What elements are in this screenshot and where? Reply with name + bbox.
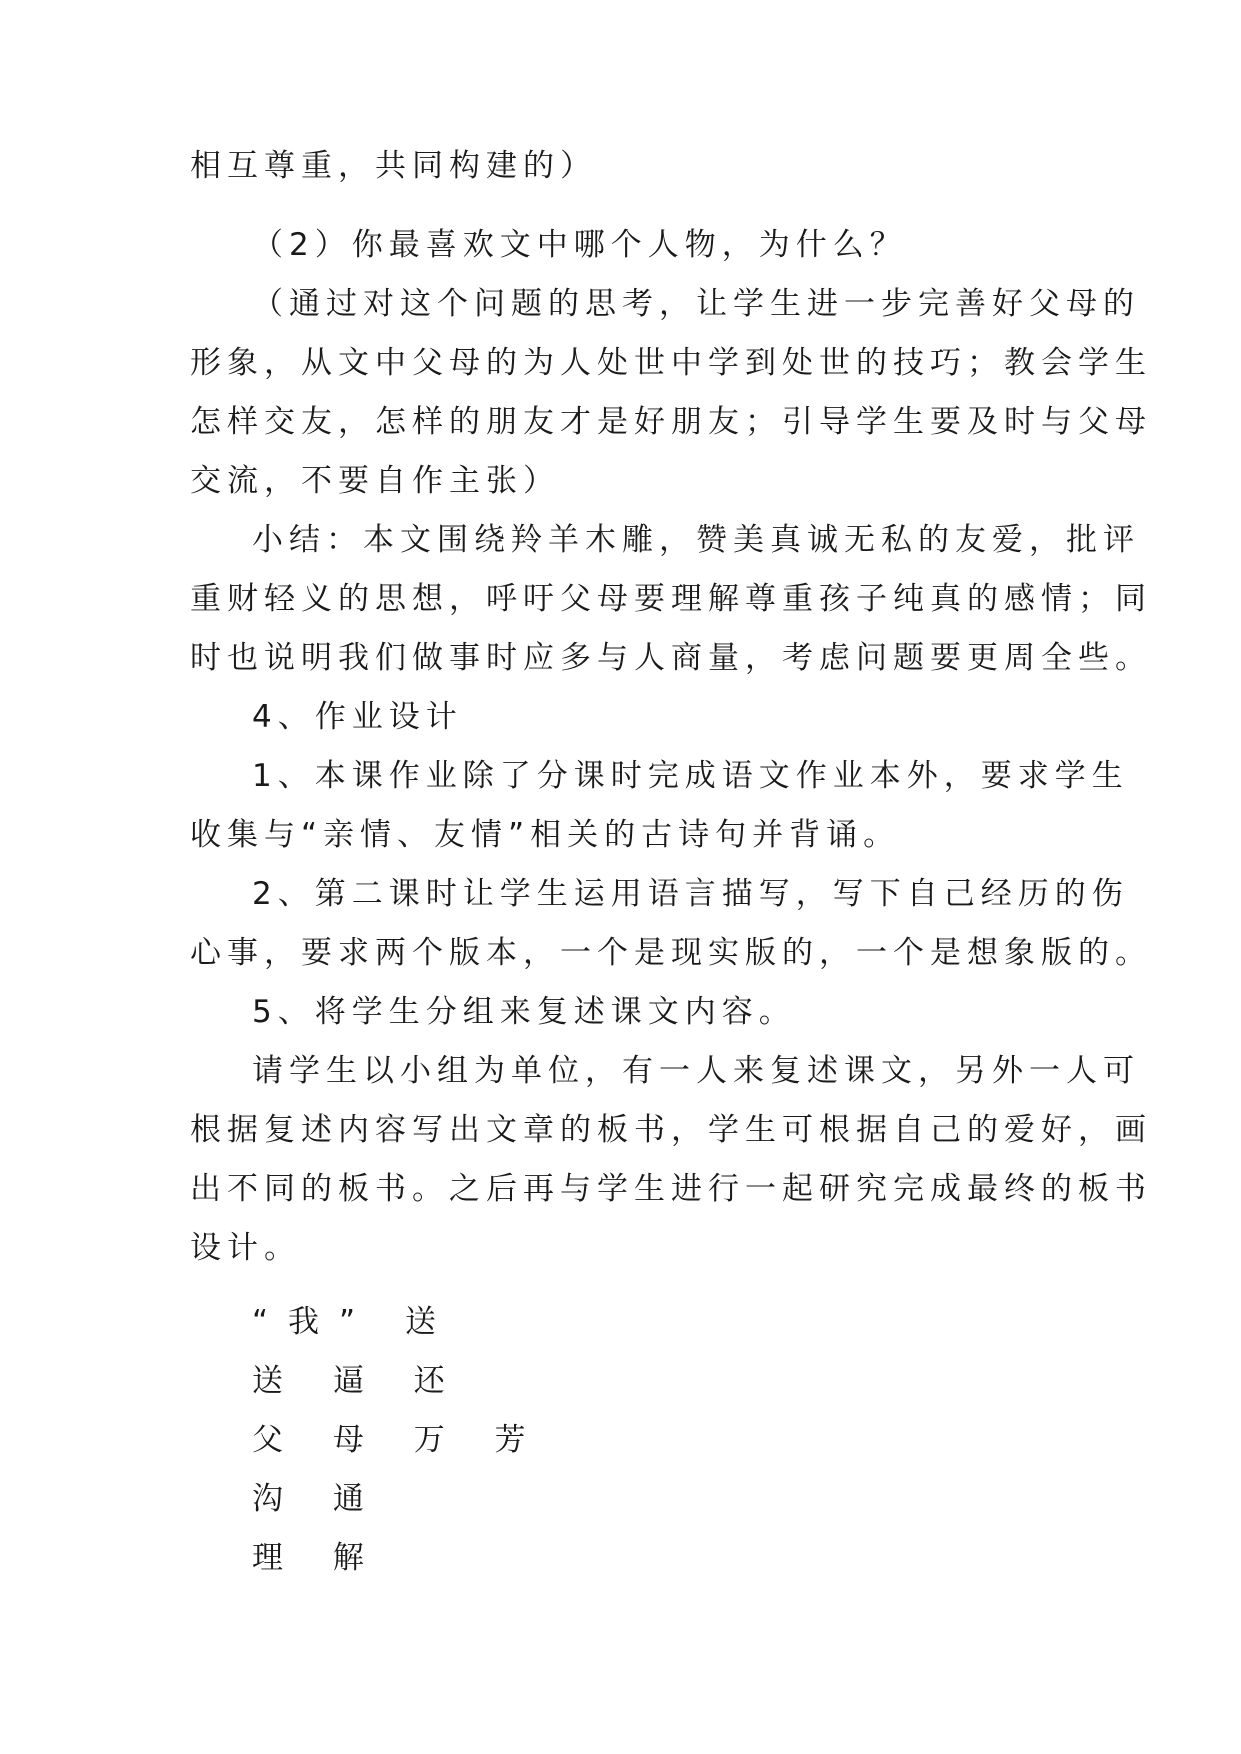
text-line-3: （通过对这个问题的思考，让学生进一步完善好父母的 xyxy=(252,286,1140,322)
text-line-5: 怎样交友，怎样的朋友才是好朋友；引导学生要及时与父母 xyxy=(190,404,1152,440)
board-line-2: 送 逼 还 xyxy=(252,1363,465,1399)
homework-item-2-line-2: 心事，要求两个版本，一个是现实版的，一个是想象版的。 xyxy=(190,935,1152,971)
question-2: （2）你最喜欢文中哪个人物，为什么？ xyxy=(252,227,907,263)
homework-item-1-line-1: 1、本课作业除了分课时完成语文作业本外，要求学生 xyxy=(252,758,1129,794)
section-heading-retell: 5、将学生分组来复述课文内容。 xyxy=(252,994,796,1030)
text-line-4: 形象，从文中父母的为人处世中学到处世的技巧；教会学生 xyxy=(190,345,1152,381)
board-line-3: 父 母 万 芳 xyxy=(252,1422,546,1458)
retell-line-4: 设计。 xyxy=(190,1230,301,1266)
homework-item-2-line-1: 2、第二课时让学生运用语言描写，写下自己经历的伤 xyxy=(252,876,1129,912)
section-heading-homework: 4、作业设计 xyxy=(252,699,463,735)
board-line-1: “我” 送 xyxy=(252,1304,456,1340)
board-line-5: 理 解 xyxy=(252,1540,384,1576)
board-line-4: 沟 通 xyxy=(252,1481,384,1517)
retell-line-2: 根据复述内容写出文章的板书，学生可根据自己的爱好，画 xyxy=(190,1112,1152,1148)
summary-line-1: 小结：本文围绕羚羊木雕，赞美真诚无私的友爱，批评 xyxy=(252,522,1140,558)
retell-line-1: 请学生以小组为单位，有一人来复述课文，另外一人可 xyxy=(252,1053,1140,1089)
text-line-1: 相互尊重，共同构建的） xyxy=(190,148,597,184)
retell-line-3: 出不同的板书。之后再与学生进行一起研究完成最终的板书 xyxy=(190,1171,1152,1207)
summary-line-2: 重财轻义的思想，呼吁父母要理解尊重孩子纯真的感情；同 xyxy=(190,581,1152,617)
homework-item-1-line-2: 收集与“亲情、友情”相关的古诗句并背诵。 xyxy=(190,817,901,853)
text-line-6: 交流，不要自作主张） xyxy=(190,463,560,499)
summary-line-3: 时也说明我们做事时应多与人商量，考虑问题要更周全些。 xyxy=(190,640,1152,676)
